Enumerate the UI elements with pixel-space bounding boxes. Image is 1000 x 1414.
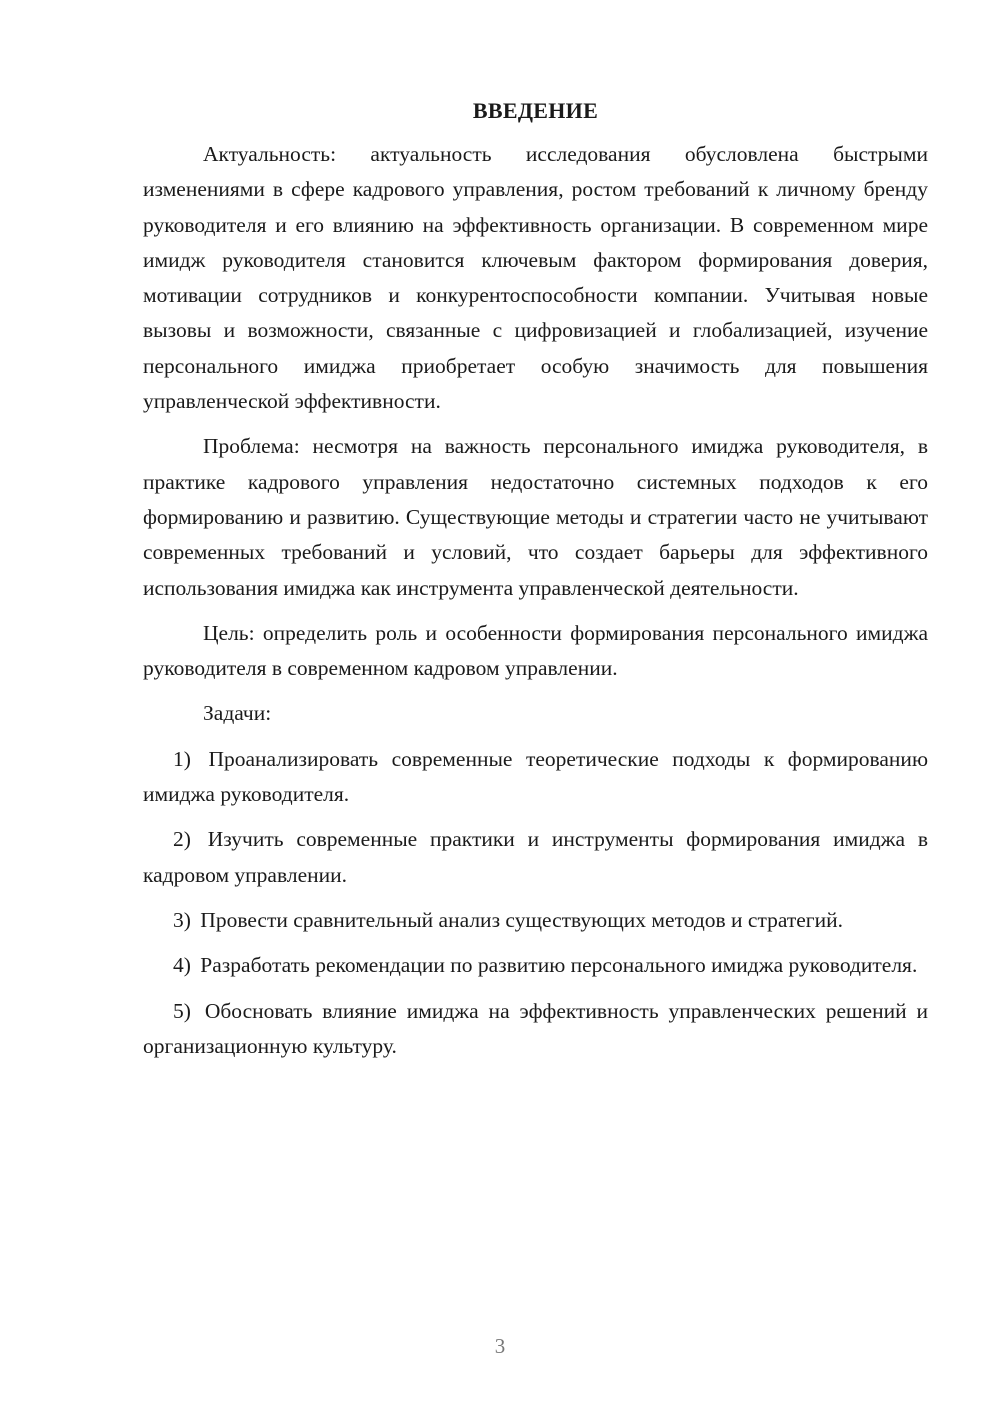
task-item: [143, 903, 928, 938]
paragraph-problem: Проблема: несмотря на важность персонального имиджа руководителя, в практике кадрового управления недостаточно системных подходов к его формированию и развитию. Существующие методы и стратегии часто не учитывают современных требований и условий, что создает барьеры для эффективного использования имиджа как инструмента управленческой деятельности.: [143, 434, 928, 600]
task-item: [143, 742, 928, 813]
task-item: [143, 994, 928, 1065]
task-text: Провести сравнительный анализ существующих методов и стратегий.: [200, 907, 843, 932]
page-content: [143, 95, 928, 1074]
task-number: 1): [173, 746, 191, 771]
task-text: Обосновать влияние имиджа на эффективность управленческих решений и организационную культуру.: [143, 998, 929, 1058]
task-number: 3): [173, 907, 191, 932]
task-text: Изучить современные практики и инструменты формирования имиджа в кадровом управлении.: [143, 827, 928, 887]
paragraph-relevance: Актуальность: актуальность исследования обусловлена быстрыми изменениями в сфере кадрового управления, ростом требований к личному бренду руководителя и его влиянию на эффективность организации. В современном мире имидж руководителя становится ключевым фактором формирования доверия, мотивации сотрудников и конкурентоспособности компании. Учитывая новые вызовы и возможности, связанные с цифровизацией и глобализацией, изучение персонального имиджа приобретает особую значимость для повышения управленческой эффективности.: [143, 142, 928, 414]
page-number: 3: [494, 1334, 506, 1358]
task-number: 2): [173, 827, 191, 852]
section-title: ВВЕДЕНИЕ: [472, 98, 599, 123]
tasks-label: Задачи:: [203, 701, 272, 726]
task-text: Разработать рекомендации по развитию персонального имиджа руководителя.: [200, 953, 918, 978]
task-text: Проанализировать современные теоретические подходы к формированию имиджа руководителя.: [143, 746, 929, 807]
paragraph-goal: Цель: определить роль и особенности формирования персонального имиджа руководителя в современном кадровом управлении.: [143, 620, 928, 681]
task-item: [143, 948, 928, 983]
task-number: 4): [173, 953, 191, 978]
task-item: [143, 822, 928, 893]
task-number: 5): [173, 998, 191, 1023]
